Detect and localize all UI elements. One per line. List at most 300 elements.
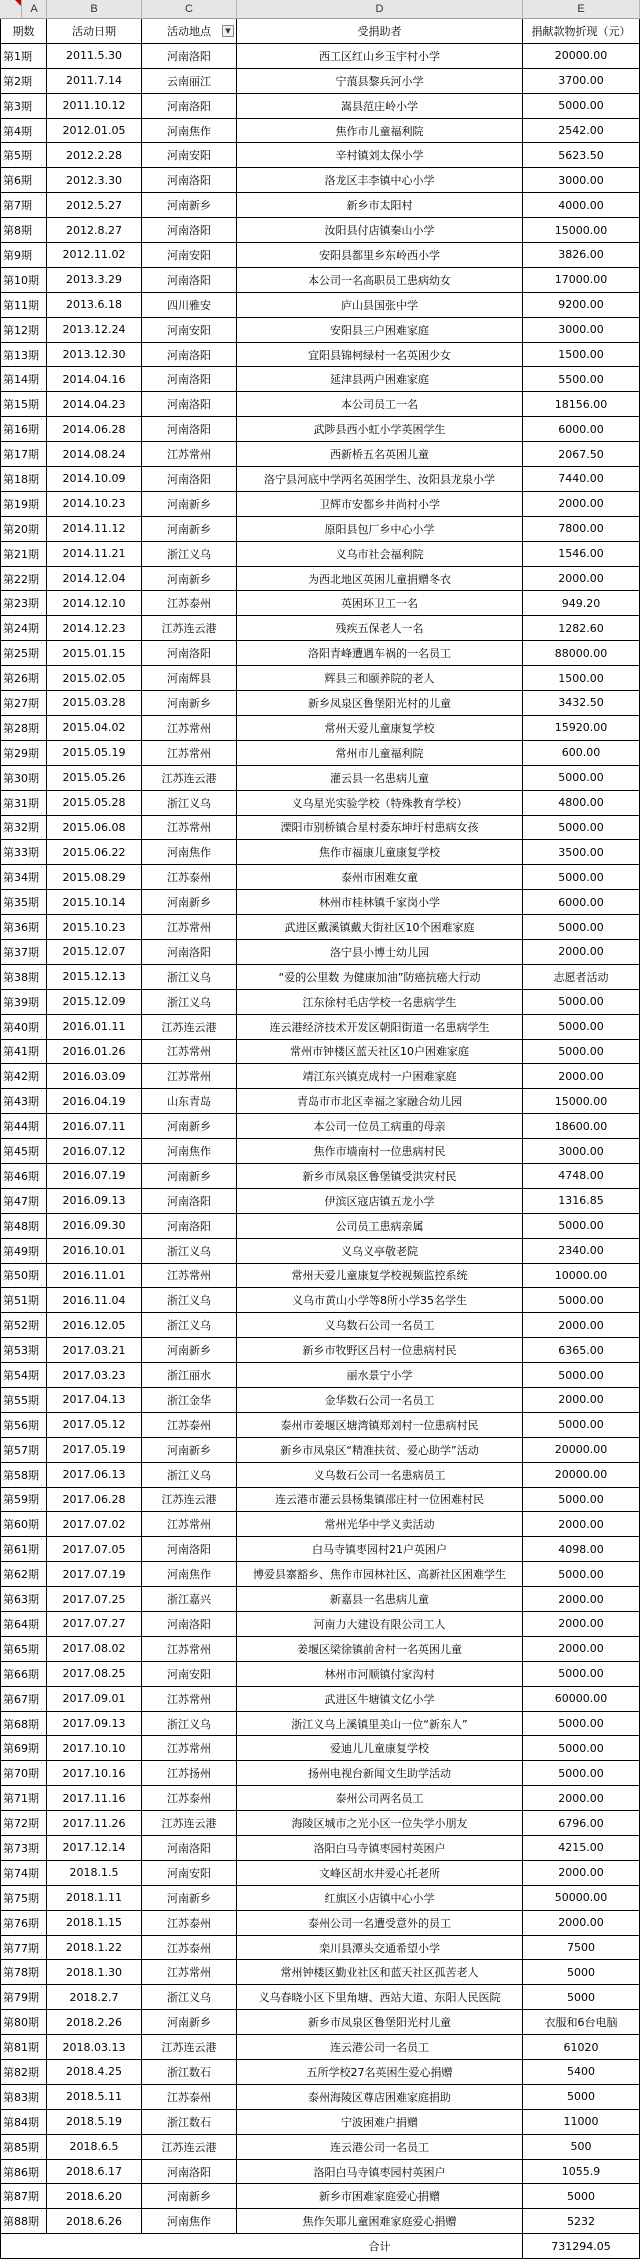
cell-date[interactable]: 2017.08.02: [47, 1637, 142, 1661]
cell-location[interactable]: 江苏连云港: [142, 1811, 237, 1835]
cell-date[interactable]: 2016.12.05: [47, 1313, 142, 1337]
column-header-c[interactable]: C: [142, 0, 237, 19]
cell-period[interactable]: 第2期: [0, 69, 47, 93]
cell-location[interactable]: 江苏常州: [142, 1960, 237, 1984]
cell-location[interactable]: 河南焦作: [142, 119, 237, 143]
cell-location[interactable]: 浙江义乌: [142, 1313, 237, 1337]
cell-location[interactable]: 河南焦作: [142, 1139, 237, 1163]
cell-period[interactable]: 第25期: [0, 641, 47, 665]
cell-location[interactable]: 河南洛阳: [142, 641, 237, 665]
cell-amount[interactable]: 11000: [523, 2110, 640, 2134]
cell-location[interactable]: 河南洛阳: [142, 268, 237, 292]
cell-location[interactable]: 河南洛阳: [142, 1612, 237, 1636]
cell-amount[interactable]: 5000.00: [523, 990, 640, 1014]
cell-period[interactable]: 第8期: [0, 218, 47, 242]
cell-amount[interactable]: 9200.00: [523, 293, 640, 317]
cell-period[interactable]: 第43期: [0, 1089, 47, 1113]
cell-location[interactable]: 河南洛阳: [142, 467, 237, 491]
cell-recipient[interactable]: 泰州市困难女童: [237, 865, 523, 889]
cell-amount[interactable]: 20000.00: [523, 1463, 640, 1487]
cell-recipient[interactable]: 博爱县寨豁乡、焦作市园林社区、高新社区困难学生: [237, 1562, 523, 1586]
cell-period[interactable]: 第85期: [0, 2135, 47, 2159]
cell-date[interactable]: 2016.10.01: [47, 1239, 142, 1263]
cell-period[interactable]: 第61期: [0, 1537, 47, 1561]
cell-amount[interactable]: 3700.00: [523, 69, 640, 93]
cell-recipient[interactable]: 新乡市凤泉区鲁堡镇受洪灾村民: [237, 1164, 523, 1188]
cell-date[interactable]: 2014.04.23: [47, 392, 142, 416]
cell-recipient[interactable]: 常州光华中学义卖活动: [237, 1512, 523, 1536]
cell-period[interactable]: 第83期: [0, 2085, 47, 2109]
column-header-e[interactable]: E: [523, 0, 640, 19]
cell-amount[interactable]: 3000.00: [523, 168, 640, 192]
cell-date[interactable]: 2017.11.26: [47, 1811, 142, 1835]
cell-period[interactable]: 第70期: [0, 1761, 47, 1785]
cell-location[interactable]: 河南洛阳: [142, 1214, 237, 1238]
cell-recipient[interactable]: 靖江东兴镇克成村一户困难家庭: [237, 1064, 523, 1088]
cell-amount[interactable]: 5000.00: [523, 865, 640, 889]
cell-recipient[interactable]: 浙江义乌上溪镇里美山一位“新东人”: [237, 1712, 523, 1736]
cell-location[interactable]: 河南安阳: [142, 243, 237, 267]
cell-amount[interactable]: 志愿者活动: [523, 965, 640, 989]
cell-date[interactable]: 2017.07.27: [47, 1612, 142, 1636]
cell-location[interactable]: 江苏常州: [142, 915, 237, 939]
cell-amount[interactable]: 5000.00: [523, 94, 640, 118]
cell-location[interactable]: 四川雅安: [142, 293, 237, 317]
cell-recipient[interactable]: 洛阳白马寺镇枣园村英困户: [237, 2160, 523, 2184]
cell-amount[interactable]: 2067.50: [523, 442, 640, 466]
cell-amount[interactable]: 3500.00: [523, 840, 640, 864]
cell-amount[interactable]: 4000.00: [523, 193, 640, 217]
cell-recipient[interactable]: 武进区牛塘镇文亿小学: [237, 1687, 523, 1711]
cell-recipient[interactable]: 洛阳青峰遭遇车祸的一名员工: [237, 641, 523, 665]
cell-period[interactable]: 第44期: [0, 1114, 47, 1138]
cell-recipient[interactable]: 常州市儿童福利院: [237, 741, 523, 765]
cell-amount[interactable]: 15920.00: [523, 716, 640, 740]
cell-amount[interactable]: 2340.00: [523, 1239, 640, 1263]
cell-recipient[interactable]: 义乌市社会福利院: [237, 542, 523, 566]
cell-recipient[interactable]: 常州钟楼区勤业社区和蓝天社区孤苦老人: [237, 1960, 523, 1984]
cell-period[interactable]: 第34期: [0, 865, 47, 889]
cell-amount[interactable]: 2000.00: [523, 492, 640, 516]
cell-recipient[interactable]: 洛阳白马寺镇枣园村英困户: [237, 1836, 523, 1860]
cell-location[interactable]: 河南洛阳: [142, 1537, 237, 1561]
cell-amount[interactable]: 3432.50: [523, 691, 640, 715]
cell-location[interactable]: 江苏泰州: [142, 2085, 237, 2109]
cell-location[interactable]: 浙江义乌: [142, 990, 237, 1014]
cell-amount[interactable]: 5000: [523, 1960, 640, 1984]
cell-amount[interactable]: 6000.00: [523, 890, 640, 914]
cell-date[interactable]: 2018.2.26: [47, 2010, 142, 2034]
cell-recipient[interactable]: 卫辉市安都乡井尚村小学: [237, 492, 523, 516]
cell-recipient[interactable]: 义乌春晓小区下里角塘、西站大道、东阳人民医院: [237, 1985, 523, 2009]
cell-date[interactable]: 2011.5.30: [47, 44, 142, 68]
cell-location[interactable]: 浙江数石: [142, 2060, 237, 2084]
cell-amount[interactable]: 2000.00: [523, 567, 640, 591]
cell-date[interactable]: 2012.01.05: [47, 119, 142, 143]
cell-location[interactable]: 河南洛阳: [142, 1836, 237, 1860]
cell-period[interactable]: 第42期: [0, 1064, 47, 1088]
cell-period[interactable]: 第87期: [0, 2184, 47, 2208]
cell-date[interactable]: 2013.6.18: [47, 293, 142, 317]
cell-location[interactable]: 河南新乡: [142, 2010, 237, 2034]
cell-location[interactable]: 河南洛阳: [142, 168, 237, 192]
cell-location[interactable]: 河南新乡: [142, 1886, 237, 1910]
cell-recipient[interactable]: 延津县两户困难家庭: [237, 367, 523, 391]
cell-date[interactable]: 2014.11.21: [47, 542, 142, 566]
cell-recipient[interactable]: 本公司员工一名: [237, 392, 523, 416]
cell-period[interactable]: 第13期: [0, 343, 47, 367]
cell-amount[interactable]: 20000.00: [523, 44, 640, 68]
cell-location[interactable]: 浙江义乌: [142, 542, 237, 566]
cell-location[interactable]: 河南辉县: [142, 666, 237, 690]
cell-amount[interactable]: 2000.00: [523, 1587, 640, 1611]
cell-location[interactable]: 河南新乡: [142, 2184, 237, 2208]
cell-period[interactable]: 第33期: [0, 840, 47, 864]
cell-recipient[interactable]: 新乡市凤泉区“精准扶贫、爱心助学”活动: [237, 1438, 523, 1462]
cell-recipient[interactable]: 林州市桂林镇千家岗小学: [237, 890, 523, 914]
cell-amount[interactable]: 2000.00: [523, 1388, 640, 1412]
cell-date[interactable]: 2013.12.30: [47, 343, 142, 367]
cell-date[interactable]: 2016.04.19: [47, 1089, 142, 1113]
cell-recipient[interactable]: 泰州公司两名员工: [237, 1786, 523, 1810]
cell-period[interactable]: 第71期: [0, 1786, 47, 1810]
cell-date[interactable]: 2014.04.16: [47, 367, 142, 391]
cell-date[interactable]: 2017.07.19: [47, 1562, 142, 1586]
cell-recipient[interactable]: 扬州电视台新闻文生助学活动: [237, 1761, 523, 1785]
cell-date[interactable]: 2012.11.02: [47, 243, 142, 267]
cell-location[interactable]: 河南洛阳: [142, 417, 237, 441]
cell-location[interactable]: 浙江义乌: [142, 1463, 237, 1487]
cell-recipient[interactable]: 英困环卫工一名: [237, 591, 523, 615]
cell-amount[interactable]: 7440.00: [523, 467, 640, 491]
cell-period[interactable]: 第84期: [0, 2110, 47, 2134]
cell-date[interactable]: 2014.06.28: [47, 417, 142, 441]
cell-period[interactable]: 第79期: [0, 1985, 47, 2009]
cell-period[interactable]: 第54期: [0, 1363, 47, 1387]
cell-location[interactable]: 江苏泰州: [142, 1413, 237, 1437]
header-amount[interactable]: 捐献款物折现（元）: [523, 19, 640, 43]
cell-period[interactable]: 第5期: [0, 143, 47, 167]
cell-period[interactable]: 第7期: [0, 193, 47, 217]
cell-amount[interactable]: 5000.00: [523, 1288, 640, 1312]
cell-location[interactable]: 江苏常州: [142, 741, 237, 765]
cell-period[interactable]: 第86期: [0, 2160, 47, 2184]
cell-location[interactable]: 河南新乡: [142, 1164, 237, 1188]
cell-date[interactable]: 2018.1.30: [47, 1960, 142, 1984]
cell-amount[interactable]: 3000.00: [523, 1139, 640, 1163]
cell-period[interactable]: 第11期: [0, 293, 47, 317]
cell-period[interactable]: 第6期: [0, 168, 47, 192]
cell-recipient[interactable]: 本公司一位员工病重的母亲: [237, 1114, 523, 1138]
cell-period[interactable]: 第66期: [0, 1662, 47, 1686]
cell-location[interactable]: 河南新乡: [142, 492, 237, 516]
cell-recipient[interactable]: 林州市河顺镇付家沟村: [237, 1662, 523, 1686]
cell-location[interactable]: 河南洛阳: [142, 218, 237, 242]
cell-date[interactable]: 2017.09.01: [47, 1687, 142, 1711]
cell-date[interactable]: 2016.07.11: [47, 1114, 142, 1138]
cell-amount[interactable]: 5000.00: [523, 1712, 640, 1736]
cell-recipient[interactable]: 辉县三和颐养院的老人: [237, 666, 523, 690]
cell-date[interactable]: 2018.6.5: [47, 2135, 142, 2159]
cell-date[interactable]: 2015.12.13: [47, 965, 142, 989]
cell-period[interactable]: 第68期: [0, 1712, 47, 1736]
cell-location[interactable]: 浙江金华: [142, 1388, 237, 1412]
cell-amount[interactable]: 7800.00: [523, 517, 640, 541]
cell-period[interactable]: 第1期: [0, 44, 47, 68]
cell-period[interactable]: 第73期: [0, 1836, 47, 1860]
column-header-d[interactable]: D: [237, 0, 523, 19]
cell-amount[interactable]: 7500: [523, 1936, 640, 1960]
header-period[interactable]: 期数: [0, 19, 47, 43]
total-cell-blank[interactable]: [142, 2234, 237, 2258]
cell-amount[interactable]: 2000.00: [523, 1512, 640, 1536]
cell-date[interactable]: 2017.08.25: [47, 1662, 142, 1686]
cell-date[interactable]: 2016.01.26: [47, 1040, 142, 1064]
cell-recipient[interactable]: 爱迪儿儿童康复学校: [237, 1736, 523, 1760]
cell-date[interactable]: 2017.03.23: [47, 1363, 142, 1387]
cell-period[interactable]: 第45期: [0, 1139, 47, 1163]
cell-date[interactable]: 2015.12.09: [47, 990, 142, 1014]
cell-recipient[interactable]: 常州市钟楼区蓝天社区10户困难家庭: [237, 1040, 523, 1064]
cell-location[interactable]: 浙江义乌: [142, 1239, 237, 1263]
cell-recipient[interactable]: 宁蒗县黎兵河小学: [237, 69, 523, 93]
cell-date[interactable]: 2017.06.28: [47, 1488, 142, 1512]
cell-period[interactable]: 第46期: [0, 1164, 47, 1188]
header-date[interactable]: 活动日期: [47, 19, 142, 43]
cell-recipient[interactable]: 伊滨区寇店镇五龙小学: [237, 1189, 523, 1213]
cell-date[interactable]: 2017.04.13: [47, 1388, 142, 1412]
cell-location[interactable]: 河南洛阳: [142, 392, 237, 416]
cell-period[interactable]: 第69期: [0, 1736, 47, 1760]
cell-date[interactable]: 2013.3.29: [47, 268, 142, 292]
cell-date[interactable]: 2012.2.28: [47, 143, 142, 167]
cell-period[interactable]: 第81期: [0, 2035, 47, 2059]
cell-recipient[interactable]: 新乡市困难家庭爱心捐赠: [237, 2184, 523, 2208]
cell-location[interactable]: 河南安阳: [142, 1861, 237, 1885]
cell-date[interactable]: 2015.05.26: [47, 766, 142, 790]
cell-date[interactable]: 2018.5.19: [47, 2110, 142, 2134]
cell-amount[interactable]: 5623.50: [523, 143, 640, 167]
cell-amount[interactable]: 4800.00: [523, 791, 640, 815]
cell-amount[interactable]: 5000.00: [523, 1562, 640, 1586]
cell-date[interactable]: 2015.04.02: [47, 716, 142, 740]
cell-date[interactable]: 2018.1.11: [47, 1886, 142, 1910]
cell-period[interactable]: 第62期: [0, 1562, 47, 1586]
cell-period[interactable]: 第56期: [0, 1413, 47, 1437]
cell-location[interactable]: 河南洛阳: [142, 343, 237, 367]
cell-date[interactable]: 2018.03.13: [47, 2035, 142, 2059]
cell-recipient[interactable]: 公司员工患病亲属: [237, 1214, 523, 1238]
cell-amount[interactable]: 1282.60: [523, 616, 640, 640]
cell-date[interactable]: 2015.10.14: [47, 890, 142, 914]
cell-location[interactable]: 河南安阳: [142, 1662, 237, 1686]
cell-recipient[interactable]: 义乌市黄山小学等8所小学35名学生: [237, 1288, 523, 1312]
cell-location[interactable]: 河南洛阳: [142, 940, 237, 964]
cell-amount[interactable]: 4748.00: [523, 1164, 640, 1188]
cell-period[interactable]: 第63期: [0, 1587, 47, 1611]
cell-location[interactable]: 河南焦作: [142, 840, 237, 864]
cell-date[interactable]: 2018.2.7: [47, 1985, 142, 2009]
cell-amount[interactable]: 10000.00: [523, 1264, 640, 1288]
cell-period[interactable]: 第10期: [0, 268, 47, 292]
cell-date[interactable]: 2015.03.28: [47, 691, 142, 715]
cell-location[interactable]: 江苏连云港: [142, 2135, 237, 2159]
cell-period[interactable]: 第49期: [0, 1239, 47, 1263]
cell-amount[interactable]: 18156.00: [523, 392, 640, 416]
cell-date[interactable]: 2015.02.05: [47, 666, 142, 690]
cell-recipient[interactable]: 红旗区小店镇中心小学: [237, 1886, 523, 1910]
cell-amount[interactable]: 5000.00: [523, 1040, 640, 1064]
cell-location[interactable]: 江苏常州: [142, 1064, 237, 1088]
cell-location[interactable]: 浙江嘉兴: [142, 1587, 237, 1611]
total-label[interactable]: 合计: [237, 2234, 523, 2258]
cell-location[interactable]: 浙江义乌: [142, 1985, 237, 2009]
cell-recipient[interactable]: 连云港公司一名员工: [237, 2135, 523, 2159]
cell-period[interactable]: 第17期: [0, 442, 47, 466]
cell-recipient[interactable]: 残疾五保老人一名: [237, 616, 523, 640]
cell-recipient[interactable]: 西新桥五名英困儿童: [237, 442, 523, 466]
cell-period[interactable]: 第74期: [0, 1861, 47, 1885]
cell-date[interactable]: 2016.07.12: [47, 1139, 142, 1163]
cell-date[interactable]: 2016.09.13: [47, 1189, 142, 1213]
cell-recipient[interactable]: 义乌数石公司一名患病员工: [237, 1463, 523, 1487]
cell-location[interactable]: 河南新乡: [142, 1114, 237, 1138]
cell-recipient[interactable]: 武陟县西小虹小学英困学生: [237, 417, 523, 441]
cell-date[interactable]: 2014.10.23: [47, 492, 142, 516]
cell-period[interactable]: 第88期: [0, 2209, 47, 2233]
cell-amount[interactable]: 5000: [523, 2085, 640, 2109]
cell-location[interactable]: 河南新乡: [142, 691, 237, 715]
cell-amount[interactable]: 1500.00: [523, 666, 640, 690]
cell-amount[interactable]: 2000.00: [523, 1612, 640, 1636]
cell-period[interactable]: 第40期: [0, 1015, 47, 1039]
cell-location[interactable]: 江苏常州: [142, 1687, 237, 1711]
cell-recipient[interactable]: 庐山县国张中学: [237, 293, 523, 317]
cell-date[interactable]: 2018.4.25: [47, 2060, 142, 2084]
cell-date[interactable]: 2012.3.30: [47, 168, 142, 192]
cell-date[interactable]: 2016.09.30: [47, 1214, 142, 1238]
cell-amount[interactable]: 5500.00: [523, 367, 640, 391]
cell-amount[interactable]: 5000.00: [523, 1761, 640, 1785]
cell-period[interactable]: 第20期: [0, 517, 47, 541]
cell-amount[interactable]: 61020: [523, 2035, 640, 2059]
header-location[interactable]: [142, 19, 237, 43]
cell-date[interactable]: 2014.12.10: [47, 591, 142, 615]
cell-period[interactable]: 第23期: [0, 591, 47, 615]
cell-recipient[interactable]: 金华数石公司一名员工: [237, 1388, 523, 1412]
cell-location[interactable]: 江苏连云港: [142, 766, 237, 790]
cell-date[interactable]: 2014.12.23: [47, 616, 142, 640]
cell-date[interactable]: 2017.09.13: [47, 1712, 142, 1736]
cell-amount[interactable]: 5000: [523, 2184, 640, 2208]
cell-period[interactable]: 第50期: [0, 1264, 47, 1288]
cell-amount[interactable]: 5400: [523, 2060, 640, 2084]
cell-location[interactable]: 江苏常州: [142, 1512, 237, 1536]
cell-period[interactable]: 第22期: [0, 567, 47, 591]
cell-period[interactable]: 第28期: [0, 716, 47, 740]
cell-period[interactable]: 第72期: [0, 1811, 47, 1835]
cell-date[interactable]: 2018.1.5: [47, 1861, 142, 1885]
cell-date[interactable]: 2016.07.19: [47, 1164, 142, 1188]
cell-recipient[interactable]: 新乡市牧野区吕村一位患病村民: [237, 1338, 523, 1362]
cell-recipient[interactable]: 常州天爱儿童康复学校: [237, 716, 523, 740]
cell-period[interactable]: 第18期: [0, 467, 47, 491]
cell-recipient[interactable]: “爱的公里数 为健康加油”防癌抗癌大行动: [237, 965, 523, 989]
cell-recipient[interactable]: 本公司一名高职员工患病幼女: [237, 268, 523, 292]
cell-date[interactable]: 2016.11.04: [47, 1288, 142, 1312]
cell-recipient[interactable]: 焦作矢耶儿童困难家庭爱心捐赠: [237, 2209, 523, 2233]
column-header-a[interactable]: A: [22, 0, 47, 19]
cell-recipient[interactable]: 连云港公司一名员工: [237, 2035, 523, 2059]
cell-amount[interactable]: 1316.85: [523, 1189, 640, 1213]
cell-amount[interactable]: 2000.00: [523, 1064, 640, 1088]
cell-date[interactable]: 2015.12.07: [47, 940, 142, 964]
cell-recipient[interactable]: 连云港市灌云县杨集镇邵庄村一位困难村民: [237, 1488, 523, 1512]
cell-date[interactable]: 2018.6.20: [47, 2184, 142, 2208]
cell-period[interactable]: 第41期: [0, 1040, 47, 1064]
cell-amount[interactable]: 6365.00: [523, 1338, 640, 1362]
cell-recipient[interactable]: 江东徐村毛店学校一名患病学生: [237, 990, 523, 1014]
cell-period[interactable]: 第37期: [0, 940, 47, 964]
cell-period[interactable]: 第9期: [0, 243, 47, 267]
cell-location[interactable]: 江苏常州: [142, 1736, 237, 1760]
cell-amount[interactable]: 2542.00: [523, 119, 640, 143]
cell-location[interactable]: 河南洛阳: [142, 1189, 237, 1213]
cell-period[interactable]: 第3期: [0, 94, 47, 118]
cell-location[interactable]: 河南新乡: [142, 1338, 237, 1362]
cell-amount[interactable]: 88000.00: [523, 641, 640, 665]
cell-recipient[interactable]: 泰州公司一名遭受意外的员工: [237, 1911, 523, 1935]
cell-date[interactable]: 2014.08.24: [47, 442, 142, 466]
cell-date[interactable]: 2012.5.27: [47, 193, 142, 217]
cell-date[interactable]: 2017.11.16: [47, 1786, 142, 1810]
cell-location[interactable]: 浙江义乌: [142, 965, 237, 989]
cell-period[interactable]: 第31期: [0, 791, 47, 815]
cell-recipient[interactable]: 焦作市福康儿童康复学校: [237, 840, 523, 864]
cell-amount[interactable]: 15000.00: [523, 1089, 640, 1113]
cell-location[interactable]: 江苏常州: [142, 1040, 237, 1064]
cell-recipient[interactable]: 泰州市姜堰区塘湾镇郑刘村一位患病村民: [237, 1413, 523, 1437]
cell-recipient[interactable]: 原阳县包厂乡中心小学: [237, 517, 523, 541]
cell-period[interactable]: 第48期: [0, 1214, 47, 1238]
cell-recipient[interactable]: 焦作市墙南村一位患病村民: [237, 1139, 523, 1163]
cell-location[interactable]: 江苏常州: [142, 1637, 237, 1661]
cell-period[interactable]: 第82期: [0, 2060, 47, 2084]
cell-location[interactable]: 河南洛阳: [142, 367, 237, 391]
cell-location[interactable]: 河南焦作: [142, 2209, 237, 2233]
cell-recipient[interactable]: 义乌义亭敬老院: [237, 1239, 523, 1263]
cell-recipient[interactable]: 焦作市儿童福利院: [237, 119, 523, 143]
cell-recipient[interactable]: 灌云县一名患病儿童: [237, 766, 523, 790]
cell-date[interactable]: 2014.11.12: [47, 517, 142, 541]
cell-period[interactable]: 第57期: [0, 1438, 47, 1462]
cell-date[interactable]: 2017.10.10: [47, 1736, 142, 1760]
cell-location[interactable]: 江苏连云港: [142, 616, 237, 640]
cell-location[interactable]: 江苏连云港: [142, 1015, 237, 1039]
cell-amount[interactable]: 3826.00: [523, 243, 640, 267]
cell-location[interactable]: 浙江义乌: [142, 1712, 237, 1736]
cell-recipient[interactable]: 姜堰区梁徐镇前舍村一名英困儿童: [237, 1637, 523, 1661]
cell-location[interactable]: 河南新乡: [142, 1438, 237, 1462]
cell-date[interactable]: 2015.05.19: [47, 741, 142, 765]
cell-period[interactable]: 第80期: [0, 2010, 47, 2034]
cell-amount[interactable]: 18600.00: [523, 1114, 640, 1138]
cell-location[interactable]: 江苏泰州: [142, 591, 237, 615]
cell-amount[interactable]: 5000.00: [523, 1488, 640, 1512]
cell-amount[interactable]: 6796.00: [523, 1811, 640, 1835]
cell-recipient[interactable]: 洛宁县小博士幼儿园: [237, 940, 523, 964]
cell-date[interactable]: 2015.06.08: [47, 816, 142, 840]
